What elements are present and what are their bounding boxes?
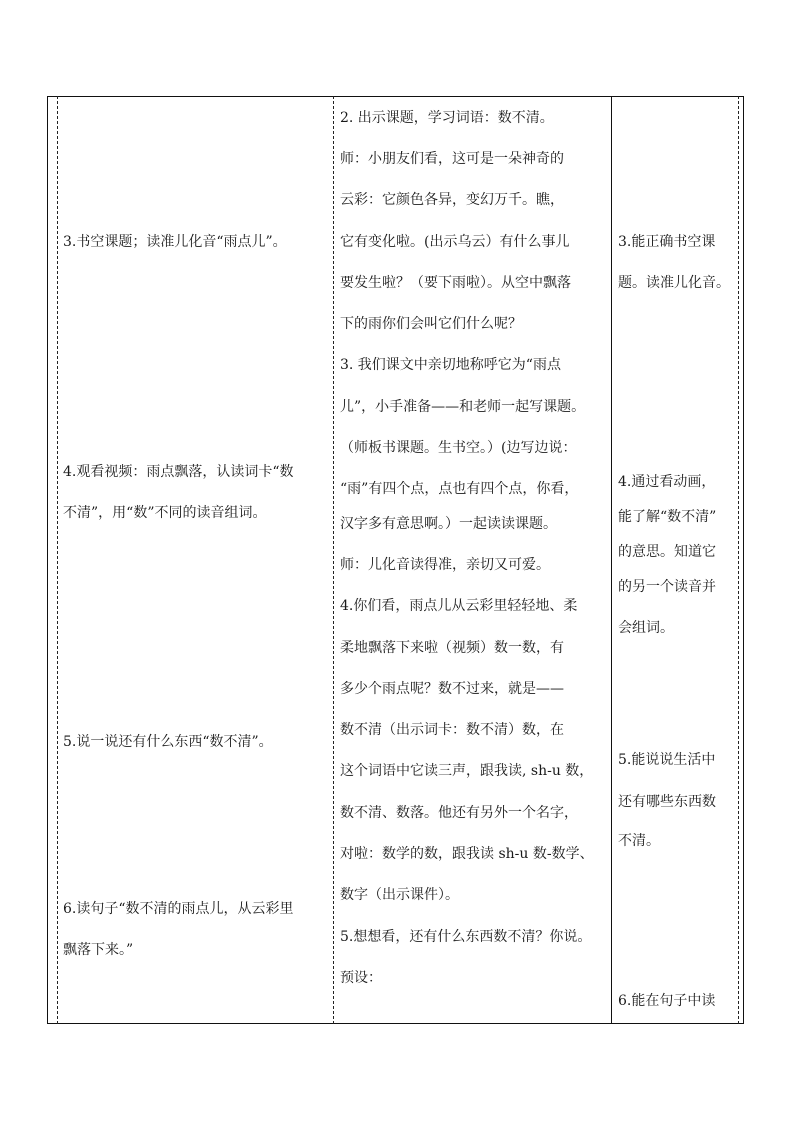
goal-4-line: 的另一个读音并 (618, 579, 716, 595)
process-line: “雨”有四个点，点也有四个点，你看， (340, 481, 579, 497)
process-line: 要发生啦？（要下雨啦）。从空中飘落 (340, 275, 571, 291)
process-line: 汉字多有意思啊。）一起读读课题。 (340, 516, 557, 532)
process-line: 数不清、数落。他还有另外一个名字， (340, 805, 578, 821)
process-line: 儿”，小手准备——和老师一起写课题。 (340, 399, 586, 415)
process-line: 对啦：数学的数，跟我读 sh-u 数-数学、 (340, 846, 594, 862)
process-line: 多少个雨点呢？数不过来，就是—— (340, 681, 564, 697)
process-line: 师：儿化音读得准，亲切又可爱。 (340, 557, 550, 573)
goal-3-line1: 3.能正确书空课 (618, 234, 716, 250)
activity-item-3: 3.书空课题；读准儿化音“雨点儿”。 (63, 234, 287, 250)
goal-4-line: 的意思。知道它 (618, 544, 716, 560)
process-line: 云彩：它颜色各异，变幻万千。瞧， (340, 192, 564, 208)
process-line: 下的雨你们会叫它们什么呢？ (340, 316, 522, 332)
activity-item-6-line1: 6.读句子“数不清的雨点儿，从云彩里 (63, 901, 294, 917)
process-line: 预设： (340, 970, 382, 986)
process-line: 柔地飘落下来啦（视频）数一数，有 (340, 640, 564, 656)
process-line: 它有变化啦。(出示乌云）有什么事儿 (340, 234, 570, 250)
column-divider-dashed (333, 96, 334, 1024)
goal-4-line: 会组词。 (618, 620, 674, 636)
process-line: 2. 出示课题，学习词语：数不清。 (340, 110, 554, 126)
process-line: 4.你们看，雨点儿从云彩里轻轻地、柔 (340, 598, 578, 614)
activity-item-4-line2: 不清”，用“数”不同的读音组词。 (63, 505, 267, 521)
goal-6-line1: 6.能在句子中读 (618, 993, 716, 1009)
goal-3-line2: 题。读准儿化音。 (618, 275, 730, 291)
process-line: 师：小朋友们看，这可是一朵神奇的 (340, 151, 564, 167)
goal-5-line: 还有哪些东西数 (618, 794, 716, 810)
table-border-right (743, 96, 744, 1024)
process-line: 数字（出示课件）。 (340, 887, 459, 903)
activity-item-6-line2: 飘落下来。” (63, 942, 134, 958)
activity-item-5: 5.说一说还有什么东西“数不清”。 (63, 734, 273, 750)
goal-5-line: 不清。 (618, 833, 660, 849)
process-line: 5.想想看，还有什么东西数不清？你说。 (340, 929, 592, 945)
process-line: 3. 我们课文中亲切地称呼它为“雨点 (340, 357, 561, 373)
process-line: 数不清（出示词卡：数不清）数，在 (340, 722, 564, 738)
column-divider-dashed (57, 96, 58, 1024)
goal-4-line: 能了解“数不清” (618, 509, 717, 525)
activity-item-4-line1: 4.观看视频：雨点飘落，认读词卡“数 (63, 464, 294, 480)
process-line: 这个词语中它读三声，跟我读, sh-u 数， (340, 763, 594, 779)
goal-5-line: 5.能说说生活中 (618, 752, 716, 768)
process-line: （师板书课题。生书空。）(边写边说： (340, 440, 577, 456)
table-border-left (47, 96, 48, 1024)
column-divider (611, 96, 612, 1024)
goal-4-line: 4.通过看动画， (618, 474, 716, 490)
